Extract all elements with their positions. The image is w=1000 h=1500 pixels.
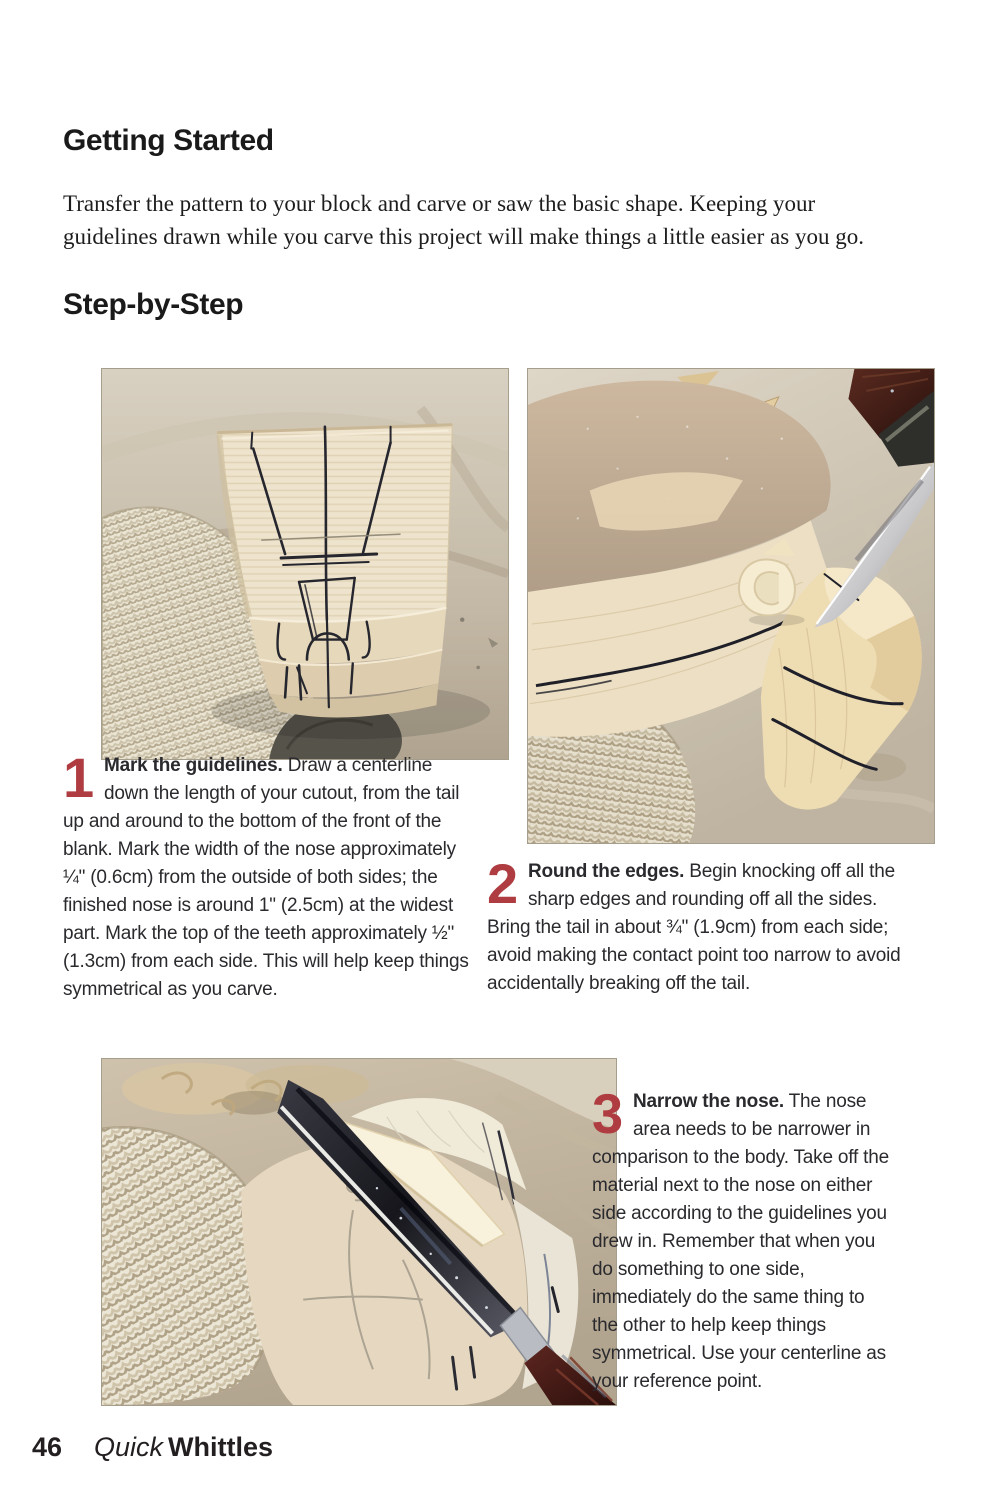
- step-3-number: 3: [592, 1082, 623, 1145]
- section-title-getting-started: Getting Started: [63, 124, 274, 157]
- step1-photo-illustration: [102, 369, 508, 759]
- step1-photo: [101, 368, 509, 760]
- step-2-body: Begin knocking off all the sharp edges and rounding off all the sides. Bring the tail in about ¾" (1.9cm) from each side; avoid making the contact point too narrow to avoid accidentally breaking off the tail.: [487, 861, 901, 994]
- step-3-title: Narrow the nose.: [632, 1091, 784, 1112]
- step-1: [63, 746, 477, 1004]
- book-title-quick: Quick: [94, 1432, 164, 1462]
- book-title-whittles: Whittles: [168, 1432, 274, 1462]
- step-1-title: Mark the guidelines.: [103, 755, 283, 776]
- step-2-number: 2: [487, 852, 518, 915]
- step2-photo-illustration: [528, 369, 934, 843]
- section-title-step-by-step: Step-by-Step: [63, 288, 244, 321]
- step2-photo: [527, 368, 935, 844]
- step-3: [592, 1082, 894, 1396]
- step3-photo-illustration: [102, 1059, 616, 1405]
- page-number: 46: [32, 1432, 63, 1462]
- step-1-body: Draw a centerline down the length of your cutout, from the tail up and around to the bottom of the front of the blank. Mark the width of the nose approximately ¼" (0.6cm) from the outside of both sides; the finished nose is around 1" (2.5cm) at the widest part. Mark the top of the teeth approximately ½" (1.3cm) from each side. This will help keep things symmetrical as you carve.: [63, 755, 469, 1000]
- page-footer: [0, 1432, 1000, 1474]
- step-1-number: 1: [63, 746, 94, 809]
- intro-paragraph: Transfer the pattern to your block and carve or saw the basic shape. Keeping your guidelines drawn while you carve this project will make things a little easier as you go.: [63, 191, 864, 249]
- book-title: [94, 1432, 273, 1463]
- step-2: [487, 852, 913, 998]
- step-2-title: Round the edges.: [527, 861, 685, 882]
- step-3-body: The nose area needs to be narrower in comparison to the body. Take off the material next to the nose on either side according to the guidelines you drew in. Remember that when you do something to one side, immediately do the same thing to the other to help keep things symmetrical. Use your centerline as your reference point.: [592, 1091, 889, 1392]
- step3-photo: [101, 1058, 617, 1406]
